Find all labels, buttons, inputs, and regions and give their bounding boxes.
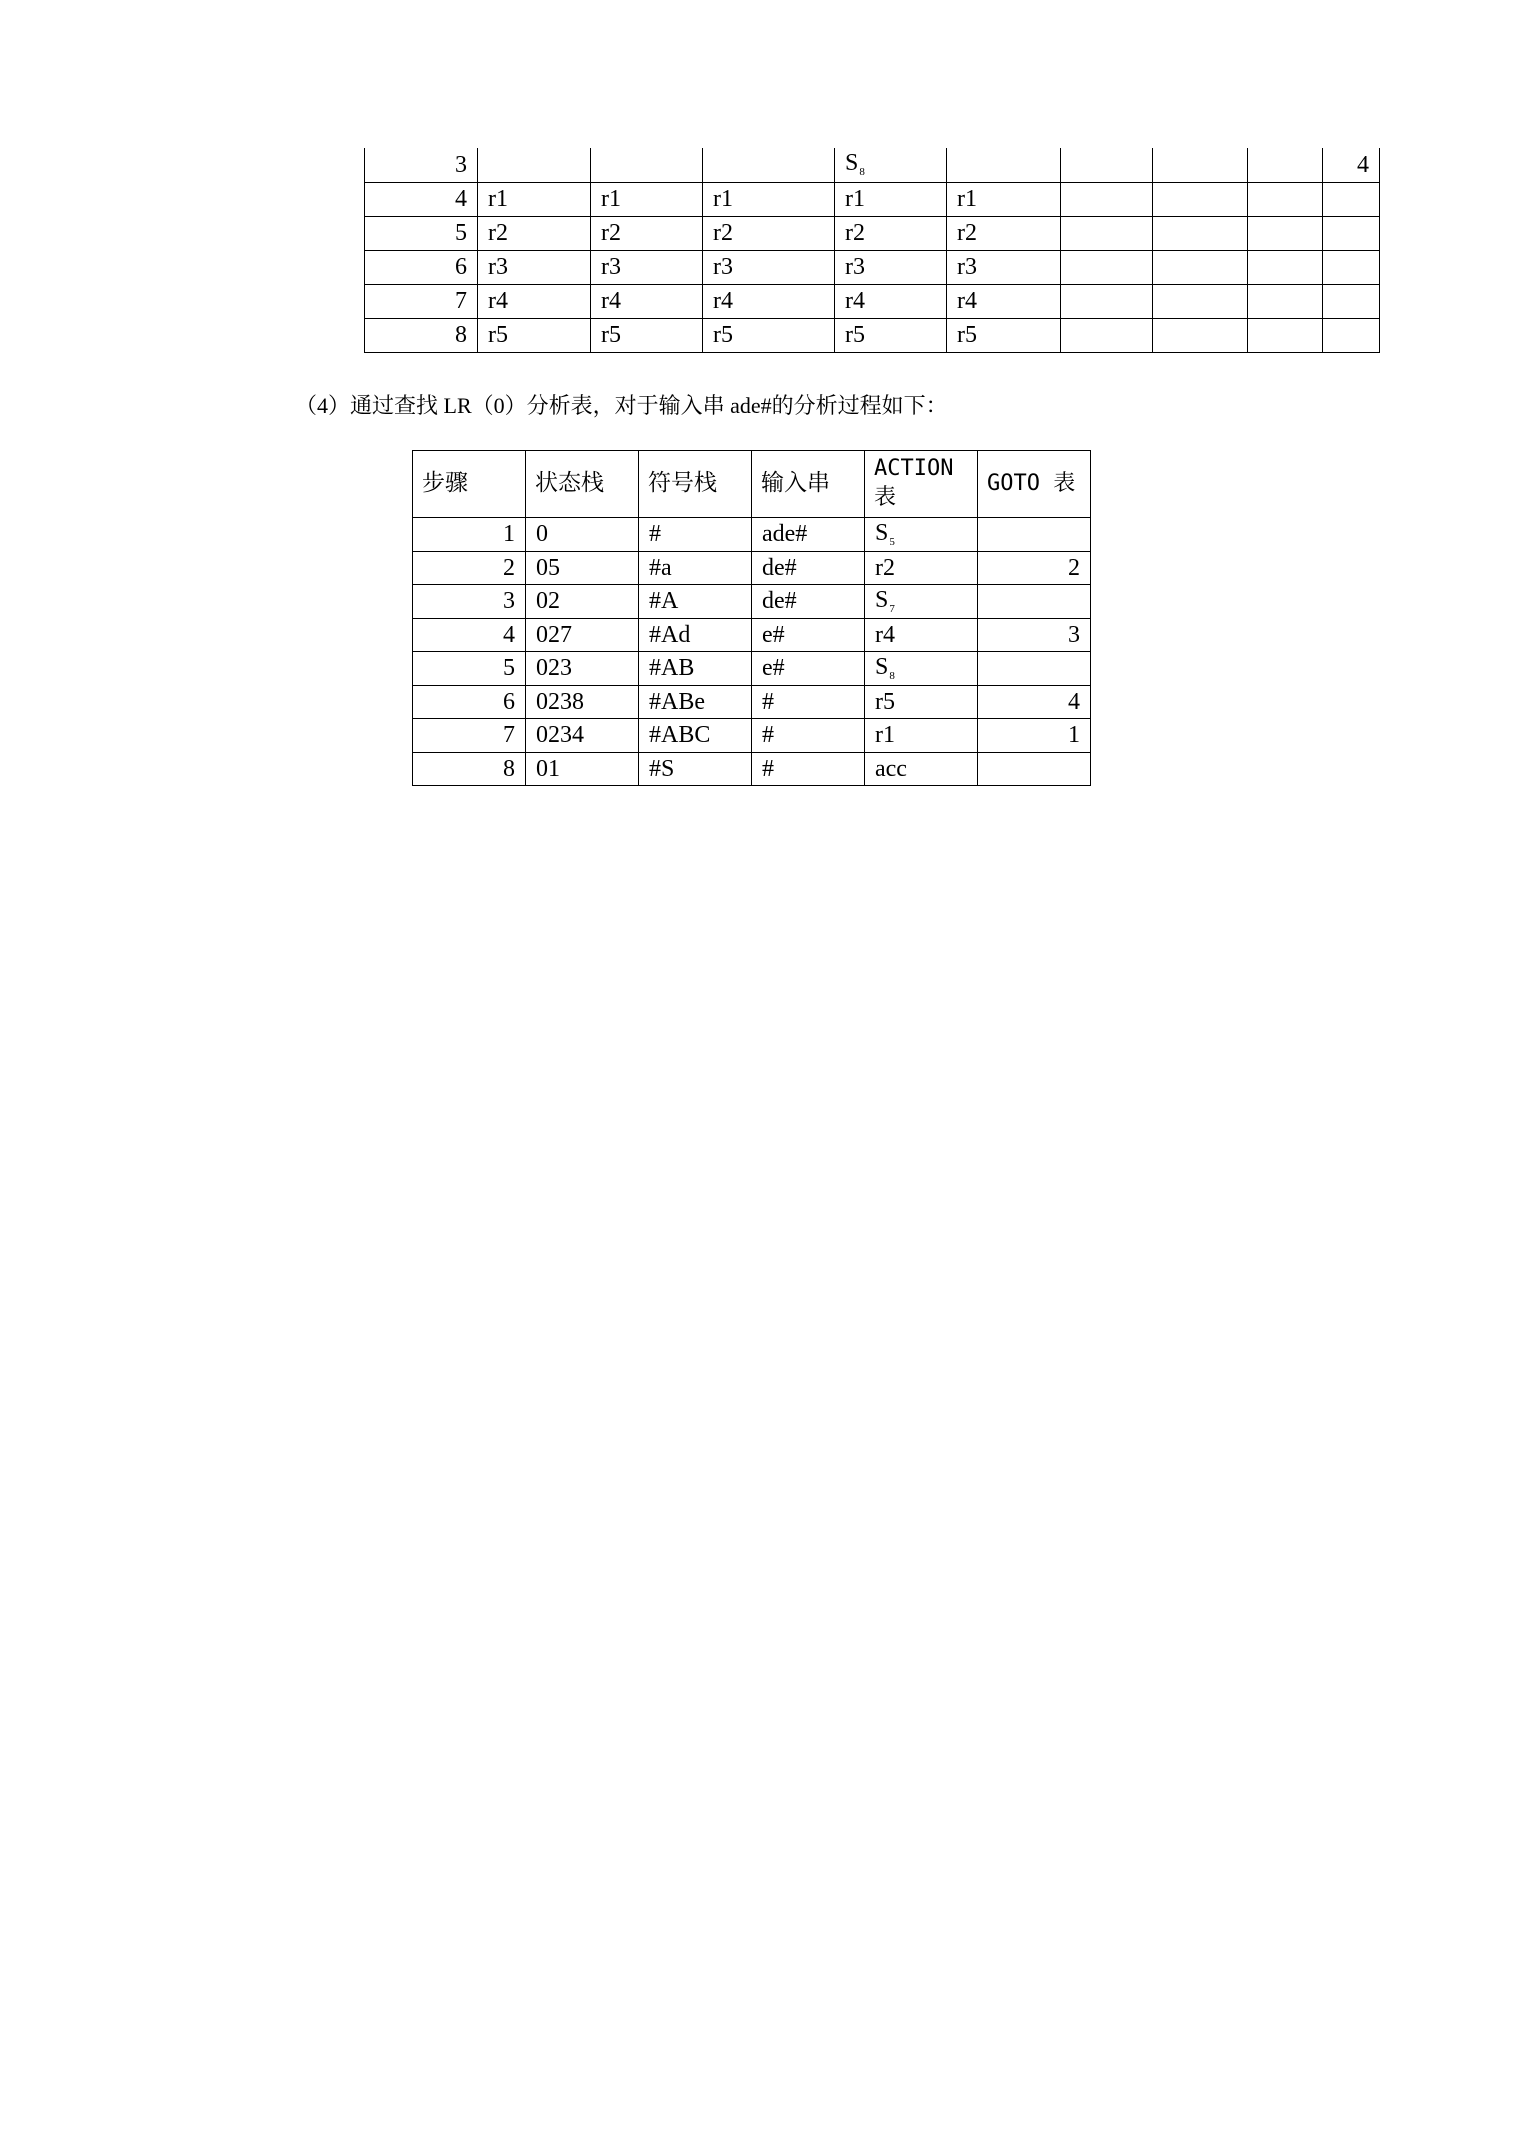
lr0-cell-text: r5 <box>713 322 733 348</box>
lr0-table-cell <box>478 250 591 284</box>
lr0-table-cell <box>1248 318 1323 352</box>
goto-cell-text: 3 <box>1068 621 1080 648</box>
lr0-table-cell <box>703 216 835 250</box>
lr0-cell-text: r3 <box>601 254 621 280</box>
header-action-table: ACTION 表 <box>865 451 978 518</box>
symbol-stack-cell <box>639 652 752 686</box>
symbol-stack-cell-text: #A <box>649 588 679 615</box>
symbol-stack-cell <box>639 618 752 652</box>
lr0-cell-text: r1 <box>845 186 865 212</box>
goto-cell <box>978 618 1091 652</box>
lr0-table-cell <box>703 250 835 284</box>
goto-cell <box>978 551 1091 585</box>
symbol-stack-cell <box>639 585 752 619</box>
process-table-row <box>413 618 1091 652</box>
process-table-row <box>413 752 1091 786</box>
lr0-table-cell <box>835 182 947 216</box>
lr0-table-cell <box>835 148 947 182</box>
input-string-cell-text: de# <box>762 554 797 581</box>
lr0-cell-text: r5 <box>488 322 508 348</box>
symbol-stack-cell-text: #a <box>649 554 672 581</box>
state-stack-cell <box>526 518 639 552</box>
lr0-table-cell <box>591 182 703 216</box>
step-cell <box>413 752 526 786</box>
action-cell-text: acc <box>875 755 907 782</box>
input-string-cell <box>752 685 865 719</box>
lr0-cell-text: 7 <box>455 288 467 314</box>
state-stack-cell <box>526 719 639 753</box>
lr0-table-cell <box>703 148 835 182</box>
lr0-cell-text: 3 <box>455 151 467 178</box>
symbol-stack-cell-text: #AB <box>649 655 695 682</box>
lr0-table-cell <box>1153 182 1248 216</box>
process-table-row <box>413 719 1091 753</box>
lr0-table-cell <box>1061 250 1153 284</box>
lr0-table-cell <box>703 182 835 216</box>
step-cell-text: 6 <box>503 688 515 715</box>
goto-cell <box>978 719 1091 753</box>
symbol-stack-cell <box>639 752 752 786</box>
input-string-cell <box>752 551 865 585</box>
action-cell <box>865 518 978 552</box>
step-cell <box>413 518 526 552</box>
step-cell <box>413 652 526 686</box>
lr0-table-cell <box>947 148 1061 182</box>
input-string-cell <box>752 752 865 786</box>
step-cell <box>413 719 526 753</box>
symbol-stack-cell <box>639 518 752 552</box>
step-cell-text: 2 <box>503 554 515 581</box>
action-cell-text: r5 <box>875 688 895 715</box>
goto-cell <box>978 518 1091 552</box>
action-cell-text: r4 <box>875 621 895 648</box>
lr0-table-row <box>365 216 1380 250</box>
shift-state-subscript: 7 <box>889 602 895 615</box>
state-stack-cell-text: 02 <box>536 588 560 615</box>
goto-cell <box>978 752 1091 786</box>
lr0-table-row <box>365 318 1380 352</box>
step-cell <box>413 685 526 719</box>
lr0-cell-text: r3 <box>713 254 733 280</box>
header-step: 步骤 <box>413 451 526 518</box>
step-cell <box>413 585 526 619</box>
lr0-table-row <box>365 148 1380 182</box>
action-cell <box>865 685 978 719</box>
symbol-stack-cell <box>639 551 752 585</box>
state-stack-cell <box>526 618 639 652</box>
lr0-table-body <box>365 148 1380 352</box>
lr0-cell-text: r1 <box>713 186 733 212</box>
goto-cell-text: 4 <box>1068 688 1080 715</box>
section-caption: （4）通过查找 LR（0）分析表，对于输入串 ade#的分析过程如下： <box>295 393 948 418</box>
process-table-row <box>413 652 1091 686</box>
action-cell <box>865 652 978 686</box>
lr0-cell-text: 4 <box>455 186 467 212</box>
state-stack-cell-text: 023 <box>536 655 572 682</box>
state-stack-cell <box>526 652 639 686</box>
lr0-table-cell <box>947 216 1061 250</box>
lr0-cell-text: r5 <box>957 322 977 348</box>
lr0-table-cell <box>1061 318 1153 352</box>
state-stack-cell-text: 0234 <box>536 722 584 749</box>
input-string-cell-text: e# <box>762 621 785 648</box>
symbol-stack-cell <box>639 685 752 719</box>
state-stack-cell-text: 0238 <box>536 688 584 715</box>
goto-cell-text: 1 <box>1068 722 1080 749</box>
symbol-stack-cell <box>639 719 752 753</box>
lr0-table-cell <box>591 148 703 182</box>
state-stack-cell <box>526 752 639 786</box>
goto-cell <box>978 652 1091 686</box>
lr0-table-cell <box>835 250 947 284</box>
symbol-stack-cell-text: #S <box>649 755 675 782</box>
process-table-header-row <box>413 451 1091 518</box>
lr0-table-cell <box>1323 216 1380 250</box>
input-string-cell-text: # <box>762 688 774 715</box>
lr0-cell-text: r2 <box>713 220 733 246</box>
input-string-cell <box>752 652 865 686</box>
lr0-table-cell <box>835 318 947 352</box>
lr0-cell-text: S <box>845 150 859 177</box>
lr0-table-row <box>365 182 1380 216</box>
lr0-table-cell <box>1153 216 1248 250</box>
lr0-cell-text: r3 <box>845 254 865 280</box>
step-cell-text: 5 <box>503 655 515 682</box>
header-symbol-stack: 符号栈 <box>639 451 752 518</box>
step-cell-text: 7 <box>503 722 515 749</box>
lr0-cell-text: r5 <box>601 322 621 348</box>
process-table-row <box>413 518 1091 552</box>
process-table-row <box>413 685 1091 719</box>
lr0-table-cell <box>365 216 478 250</box>
lr0-table-cell <box>365 284 478 318</box>
lr0-table-cell <box>1248 250 1323 284</box>
lr0-cell-text: r3 <box>488 254 508 280</box>
symbol-stack-cell-text: #Ad <box>649 621 691 648</box>
lr0-table-cell <box>835 216 947 250</box>
state-stack-cell <box>526 585 639 619</box>
action-cell <box>865 719 978 753</box>
analysis-process-table <box>412 450 1091 786</box>
action-cell <box>865 752 978 786</box>
input-string-cell-text: # <box>762 755 774 782</box>
input-string-cell <box>752 719 865 753</box>
lr0-table-cell <box>1061 284 1153 318</box>
action-cell-text: S <box>875 653 889 680</box>
header-input-string: 输入串 <box>752 451 865 518</box>
lr0-cell-text: 6 <box>455 254 467 280</box>
lr0-cell-text: r4 <box>601 288 621 314</box>
state-stack-cell-text: 0 <box>536 521 548 548</box>
lr0-cell-text: r4 <box>845 288 865 314</box>
lr0-table-cell <box>478 216 591 250</box>
lr0-table-cell <box>365 148 478 182</box>
lr0-table-cell <box>478 318 591 352</box>
action-cell <box>865 585 978 619</box>
lr0-table-cell <box>478 284 591 318</box>
action-cell-text: r1 <box>875 722 895 749</box>
input-string-cell <box>752 518 865 552</box>
lr0-table-cell <box>1061 148 1153 182</box>
lr0-table-cell <box>1153 284 1248 318</box>
step-cell-text: 1 <box>503 521 515 548</box>
lr0-table-cell <box>1248 182 1323 216</box>
lr0-cell-text: r2 <box>488 220 508 246</box>
lr0-table-cell <box>591 284 703 318</box>
step-cell-text: 8 <box>503 755 515 782</box>
lr0-table-cell <box>1153 318 1248 352</box>
lr0-cell-text: r4 <box>957 288 977 314</box>
lr0-cell-text: r4 <box>488 288 508 314</box>
symbol-stack-cell-text: #ABe <box>649 688 705 715</box>
lr0-table-cell <box>947 250 1061 284</box>
lr0-cell-text: 8 <box>455 322 467 348</box>
lr0-table-cell <box>478 148 591 182</box>
process-table-row <box>413 585 1091 619</box>
state-stack-cell-text: 027 <box>536 621 572 648</box>
shift-state-subscript: 5 <box>889 535 895 548</box>
lr0-table-cell <box>947 318 1061 352</box>
lr0-table-row <box>365 284 1380 318</box>
action-cell-text: S <box>875 519 889 546</box>
lr0-table-cell <box>947 284 1061 318</box>
action-cell <box>865 618 978 652</box>
lr0-cell-text: r1 <box>488 186 508 212</box>
lr0-table-cell <box>1323 250 1380 284</box>
lr0-table-cell <box>1323 318 1380 352</box>
action-cell-text: r2 <box>875 554 895 581</box>
input-string-cell-text: ade# <box>762 521 808 548</box>
symbol-stack-cell-text: #ABC <box>649 722 711 749</box>
lr0-table-cell <box>1153 148 1248 182</box>
shift-state-subscript: 8 <box>859 166 865 179</box>
lr0-table-cell <box>365 250 478 284</box>
step-cell-text: 3 <box>503 588 515 615</box>
lr0-table-cell <box>591 250 703 284</box>
lr0-table-cell <box>1323 148 1380 182</box>
lr0-cell-text: r2 <box>957 220 977 246</box>
lr0-cell-text: r3 <box>957 254 977 280</box>
state-stack-cell-text: 05 <box>536 554 560 581</box>
lr0-cell-text: r5 <box>845 322 865 348</box>
shift-state-subscript: 8 <box>889 669 895 682</box>
lr0-cell-text: r2 <box>845 220 865 246</box>
lr0-table-cell <box>478 182 591 216</box>
lr0-table-cell <box>1248 148 1323 182</box>
action-cell <box>865 551 978 585</box>
state-stack-cell <box>526 685 639 719</box>
input-string-cell-text: de# <box>762 588 797 615</box>
lr0-table-cell <box>1061 216 1153 250</box>
step-cell <box>413 551 526 585</box>
lr0-table-cell <box>1323 284 1380 318</box>
input-string-cell <box>752 585 865 619</box>
lr0-table-cell <box>835 284 947 318</box>
lr0-table-cell <box>1153 250 1248 284</box>
process-table-body <box>413 518 1091 786</box>
input-string-cell <box>752 618 865 652</box>
lr0-table-cell <box>591 216 703 250</box>
lr0-table-cell <box>365 318 478 352</box>
lr0-table-cell <box>365 182 478 216</box>
step-cell <box>413 618 526 652</box>
process-table-row <box>413 551 1091 585</box>
goto-cell <box>978 685 1091 719</box>
symbol-stack-cell-text: # <box>649 521 661 548</box>
lr0-table-cell <box>1323 182 1380 216</box>
lr0-table-cell <box>703 318 835 352</box>
lr0-cell-text: 5 <box>455 220 467 246</box>
lr0-table-cell <box>591 318 703 352</box>
header-state-stack: 状态栈 <box>526 451 639 518</box>
state-stack-cell <box>526 551 639 585</box>
lr0-cell-text: r1 <box>601 186 621 212</box>
goto-cell-text: 2 <box>1068 554 1080 581</box>
lr0-cell-text: 4 <box>1357 151 1369 178</box>
state-stack-cell-text: 01 <box>536 755 560 782</box>
lr0-cell-text: r2 <box>601 220 621 246</box>
lr0-analysis-table <box>364 148 1380 353</box>
action-cell-text: S <box>875 586 889 613</box>
input-string-cell-text: # <box>762 722 774 749</box>
lr0-table-cell <box>1248 284 1323 318</box>
lr0-table-cell <box>947 182 1061 216</box>
lr0-table-cell <box>1061 182 1153 216</box>
lr0-table-row <box>365 250 1380 284</box>
lr0-table-cell <box>1248 216 1323 250</box>
header-goto-table: GOTO 表 <box>978 451 1091 518</box>
lr0-cell-text: r4 <box>713 288 733 314</box>
lr0-cell-text: r1 <box>957 186 977 212</box>
input-string-cell-text: e# <box>762 655 785 682</box>
lr0-table-cell <box>703 284 835 318</box>
goto-cell <box>978 585 1091 619</box>
step-cell-text: 4 <box>503 621 515 648</box>
